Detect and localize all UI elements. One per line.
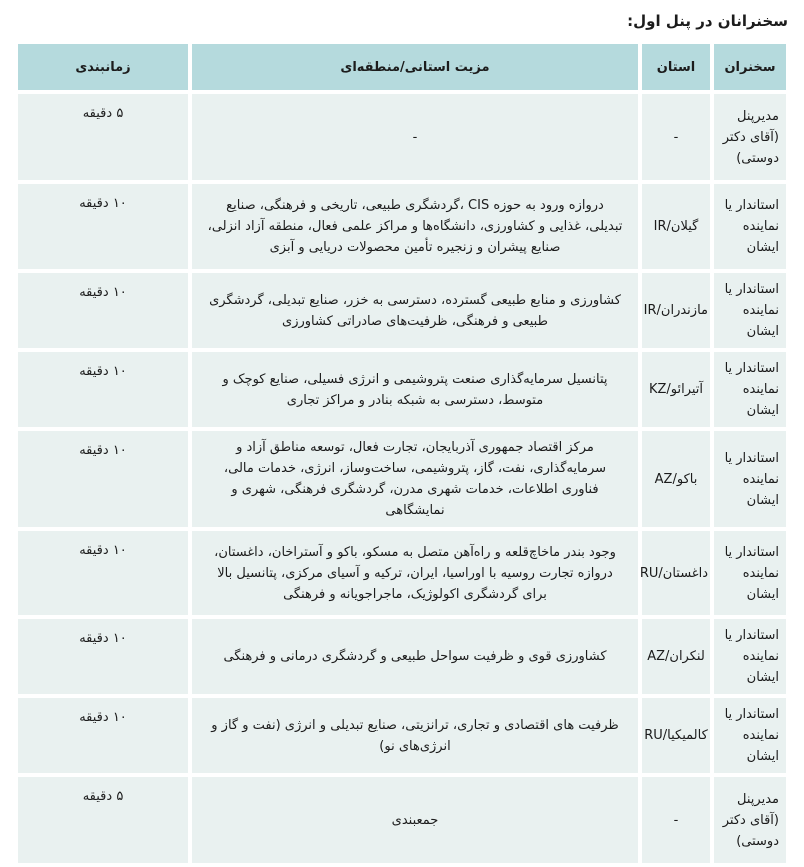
cell-advantage: جمعبندی xyxy=(192,777,638,863)
table-row xyxy=(18,777,786,863)
cell-advantage: کشاورزی و منابع طبیعی گسترده، دسترسی به خزر، صنایع تبدیلی، گردشگری طبیعی و فرهنگی، ظرفیت‌های صادراتی کشاورزی xyxy=(192,273,638,348)
table-row xyxy=(18,531,786,615)
cell-speaker: استاندار یا نماینده ایشان xyxy=(714,431,786,527)
cell-speaker: استاندار یا نماینده ایشان xyxy=(714,352,786,427)
cell-timing: ۱۰ دقیقه xyxy=(18,352,188,427)
cell-speaker: استاندار یا نماینده ایشان xyxy=(714,273,786,348)
cell-province: گیلان/IR xyxy=(642,184,710,269)
cell-timing: ۱۰ دقیقه xyxy=(18,531,188,615)
table-row xyxy=(18,619,786,694)
cell-province: کالمیکیا/RU xyxy=(642,698,710,773)
cell-advantage: وجود بندر ماخاچ‌قلعه و راه‌آهن متصل به مسکو، باکو و آستراخان، داغستان، دروازه تجارت روسیه با اوراسیا، ایران، ترکیه و آسیای مرکزی، پتانسیل بالا برای گردشگری اکولوژیک، ماجراجویانه و فرهنگی xyxy=(192,531,638,615)
table-body xyxy=(18,94,786,863)
header-row xyxy=(18,44,786,90)
cell-advantage: ظرفیت های اقتصادی و تجاری، ترانزیتی، صنایع تبدیلی و انرژی (نفت و گاز و انرژی‌های نو) xyxy=(192,698,638,773)
header-timing: زمانبندی xyxy=(18,44,188,90)
cell-advantage: کشاورزی قوی و ظرفیت سواحل طبیعی و گردشگری درمانی و فرهنگی xyxy=(192,619,638,694)
header-advantage: مزیت استانی/منطقه‌ای xyxy=(192,44,638,90)
speakers-table xyxy=(14,40,790,867)
cell-province: - xyxy=(642,777,710,863)
cell-province: داغستان/RU xyxy=(642,531,710,615)
cell-timing: ۱۰ دقیقه xyxy=(18,273,188,348)
header-speaker: سخنران xyxy=(714,44,786,90)
cell-timing: ۱۰ دقیقه xyxy=(18,431,188,527)
table-row xyxy=(18,352,786,427)
cell-province: - xyxy=(642,94,710,180)
cell-province: لنکران/AZ xyxy=(642,619,710,694)
cell-advantage: مرکز اقتصاد جمهوری آذربایجان، تجارت فعال، توسعه مناطق آزاد و سرمایه‌گذاری، نفت، گاز، پتروشیمی، ساخت‌وساز، انرژی، خدمات مالی، فناوری اطلاعات، خدمات شهری مدرن، گردشگری فرهنگی، شهری و نمایشگاهی xyxy=(192,431,638,527)
cell-advantage: دروازه ورود به حوزه CIS ،گردشگری طبیعی، تاریخی و فرهنگی، صنایع تبدیلی، غذایی و کشاورزی، دانشگاه‌ها و مراکز علمی فعال، منطقه آزاد انزلی، صنایع پیشران و زنجیره تأمین محصولات دریایی و آبزی xyxy=(192,184,638,269)
table-row xyxy=(18,184,786,269)
cell-speaker: مدیرپنل (آقای دکتر دوستی) xyxy=(714,94,786,180)
cell-province: آتیرائو/KZ xyxy=(642,352,710,427)
cell-timing: ۵ دقیقه xyxy=(18,777,188,863)
table-row xyxy=(18,94,786,180)
cell-speaker: استاندار یا نماینده ایشان xyxy=(714,184,786,269)
cell-province: باکو/AZ xyxy=(642,431,710,527)
cell-timing: ۱۰ دقیقه xyxy=(18,698,188,773)
cell-advantage: پتانسیل سرمایه‌گذاری صنعت پتروشیمی و انرژی فسیلی، صنایع کوچک و متوسط، دسترسی به شبکه بنادر و مراکز تجاری xyxy=(192,352,638,427)
table-row xyxy=(18,698,786,773)
table-row xyxy=(18,273,786,348)
header-province: استان xyxy=(642,44,710,90)
table-row xyxy=(18,431,786,527)
page-title: سخنرانان در پنل اول: xyxy=(627,12,788,30)
cell-timing: ۱۰ دقیقه xyxy=(18,184,188,269)
cell-speaker: استاندار یا نماینده ایشان xyxy=(714,698,786,773)
cell-advantage: - xyxy=(192,94,638,180)
cell-timing: ۵ دقیقه xyxy=(18,94,188,180)
cell-speaker: مدیرپنل (آقای دکتر دوستی) xyxy=(714,777,786,863)
cell-speaker: استاندار یا نماینده ایشان xyxy=(714,619,786,694)
table-header xyxy=(18,44,786,90)
cell-speaker: استاندار یا نماینده ایشان xyxy=(714,531,786,615)
cell-province: مازندران/IR xyxy=(642,273,710,348)
cell-timing: ۱۰ دقیقه xyxy=(18,619,188,694)
